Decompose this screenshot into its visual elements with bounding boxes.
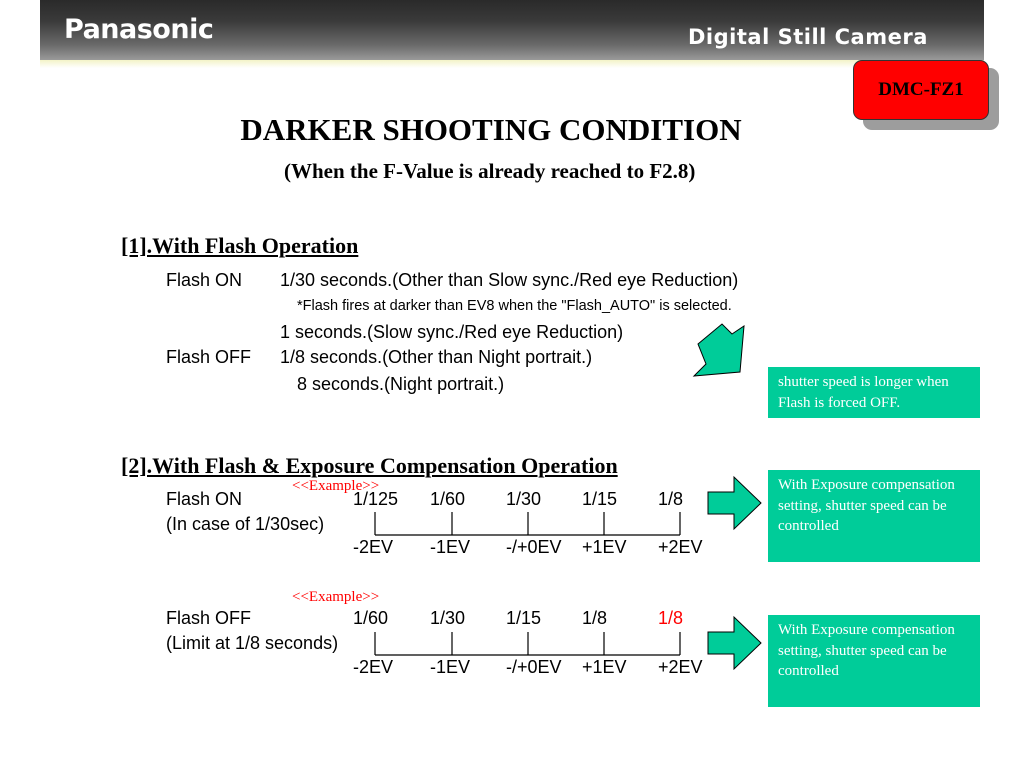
flash-on-line1: 1/30 seconds.(Other than Slow sync./Red eye Reduction) [280,270,739,290]
speed-label: 1/8 [582,608,608,628]
section2-heading: [2].With Flash & Exposure Compensation Operation [121,453,618,478]
speed-label: 1/15 [582,489,618,509]
page-title: DARKER SHOOTING CONDITION [240,112,742,147]
flash-off-line2: 8 seconds.(Night portrait.) [297,374,505,394]
flash-on-label: Flash ON [166,270,243,290]
right-arrow-icon [690,318,780,388]
example-label: <<Example>> [292,478,380,494]
header-title: Digital Still Camera [688,25,928,49]
speed-label: 1/60 [353,608,389,628]
model-badge [853,60,989,120]
speed-label: 1/8 [658,489,684,509]
ev-label: -1EV [430,537,471,557]
ev-label: +1EV [582,657,627,677]
section1-heading: [1].With Flash Operation [121,233,359,258]
ev-scale-off [370,630,690,658]
flash-off-line1: 1/8 seconds.(Other than Night portrait.) [280,347,593,367]
right-arrow-icon [706,614,764,672]
ev-label: +1EV [582,537,627,557]
brand-logo: Panasonic [64,14,214,45]
model-label: DMC-FZ1 [878,79,964,100]
speed-label: 1/60 [430,489,466,509]
flash-off-label: Flash OFF [166,347,252,367]
header-shadow [40,60,984,68]
speed-label: 1/125 [353,489,399,509]
ev-scale-on [370,510,690,538]
ev-label: +2EV [658,657,703,677]
ev-label: -/+0EV [506,537,562,557]
example-label: <<Example>> [292,589,380,605]
flash-on-example-label: Flash ON [166,489,243,509]
ev-label: -2EV [353,537,394,557]
flash-off-example-label: Flash OFF [166,608,252,628]
flash-on-footnote: *Flash fires at darker than EV8 when the "Flash_AUTO" is selected. [297,298,732,314]
ev-label: -2EV [353,657,394,677]
section2-note-on: With Exposure compensation setting, shutter speed can be controlled [768,470,980,562]
ev-label: -/+0EV [506,657,562,677]
page-subtitle: (When the F-Value is already reached to F2.8) [284,159,696,183]
speed-limit-label: 1/8 [658,608,684,628]
section1-note: shutter speed is longer when Flash is forced OFF. [768,367,980,418]
speed-label: 1/30 [430,608,466,628]
ev-label: +2EV [658,537,703,557]
ev-label: -1EV [430,657,471,677]
section2-note-off: With Exposure compensation setting, shutter speed can be controlled [768,615,980,707]
flash-off-example-sublabel: (Limit at 1/8 seconds) [166,633,339,653]
speed-label: 1/15 [506,608,542,628]
flash-on-line2: 1 seconds.(Slow sync./Red eye Reduction) [280,322,624,342]
speed-label: 1/30 [506,489,542,509]
flash-on-example-sublabel: (In case of 1/30sec) [166,514,325,534]
right-arrow-icon [706,474,764,532]
